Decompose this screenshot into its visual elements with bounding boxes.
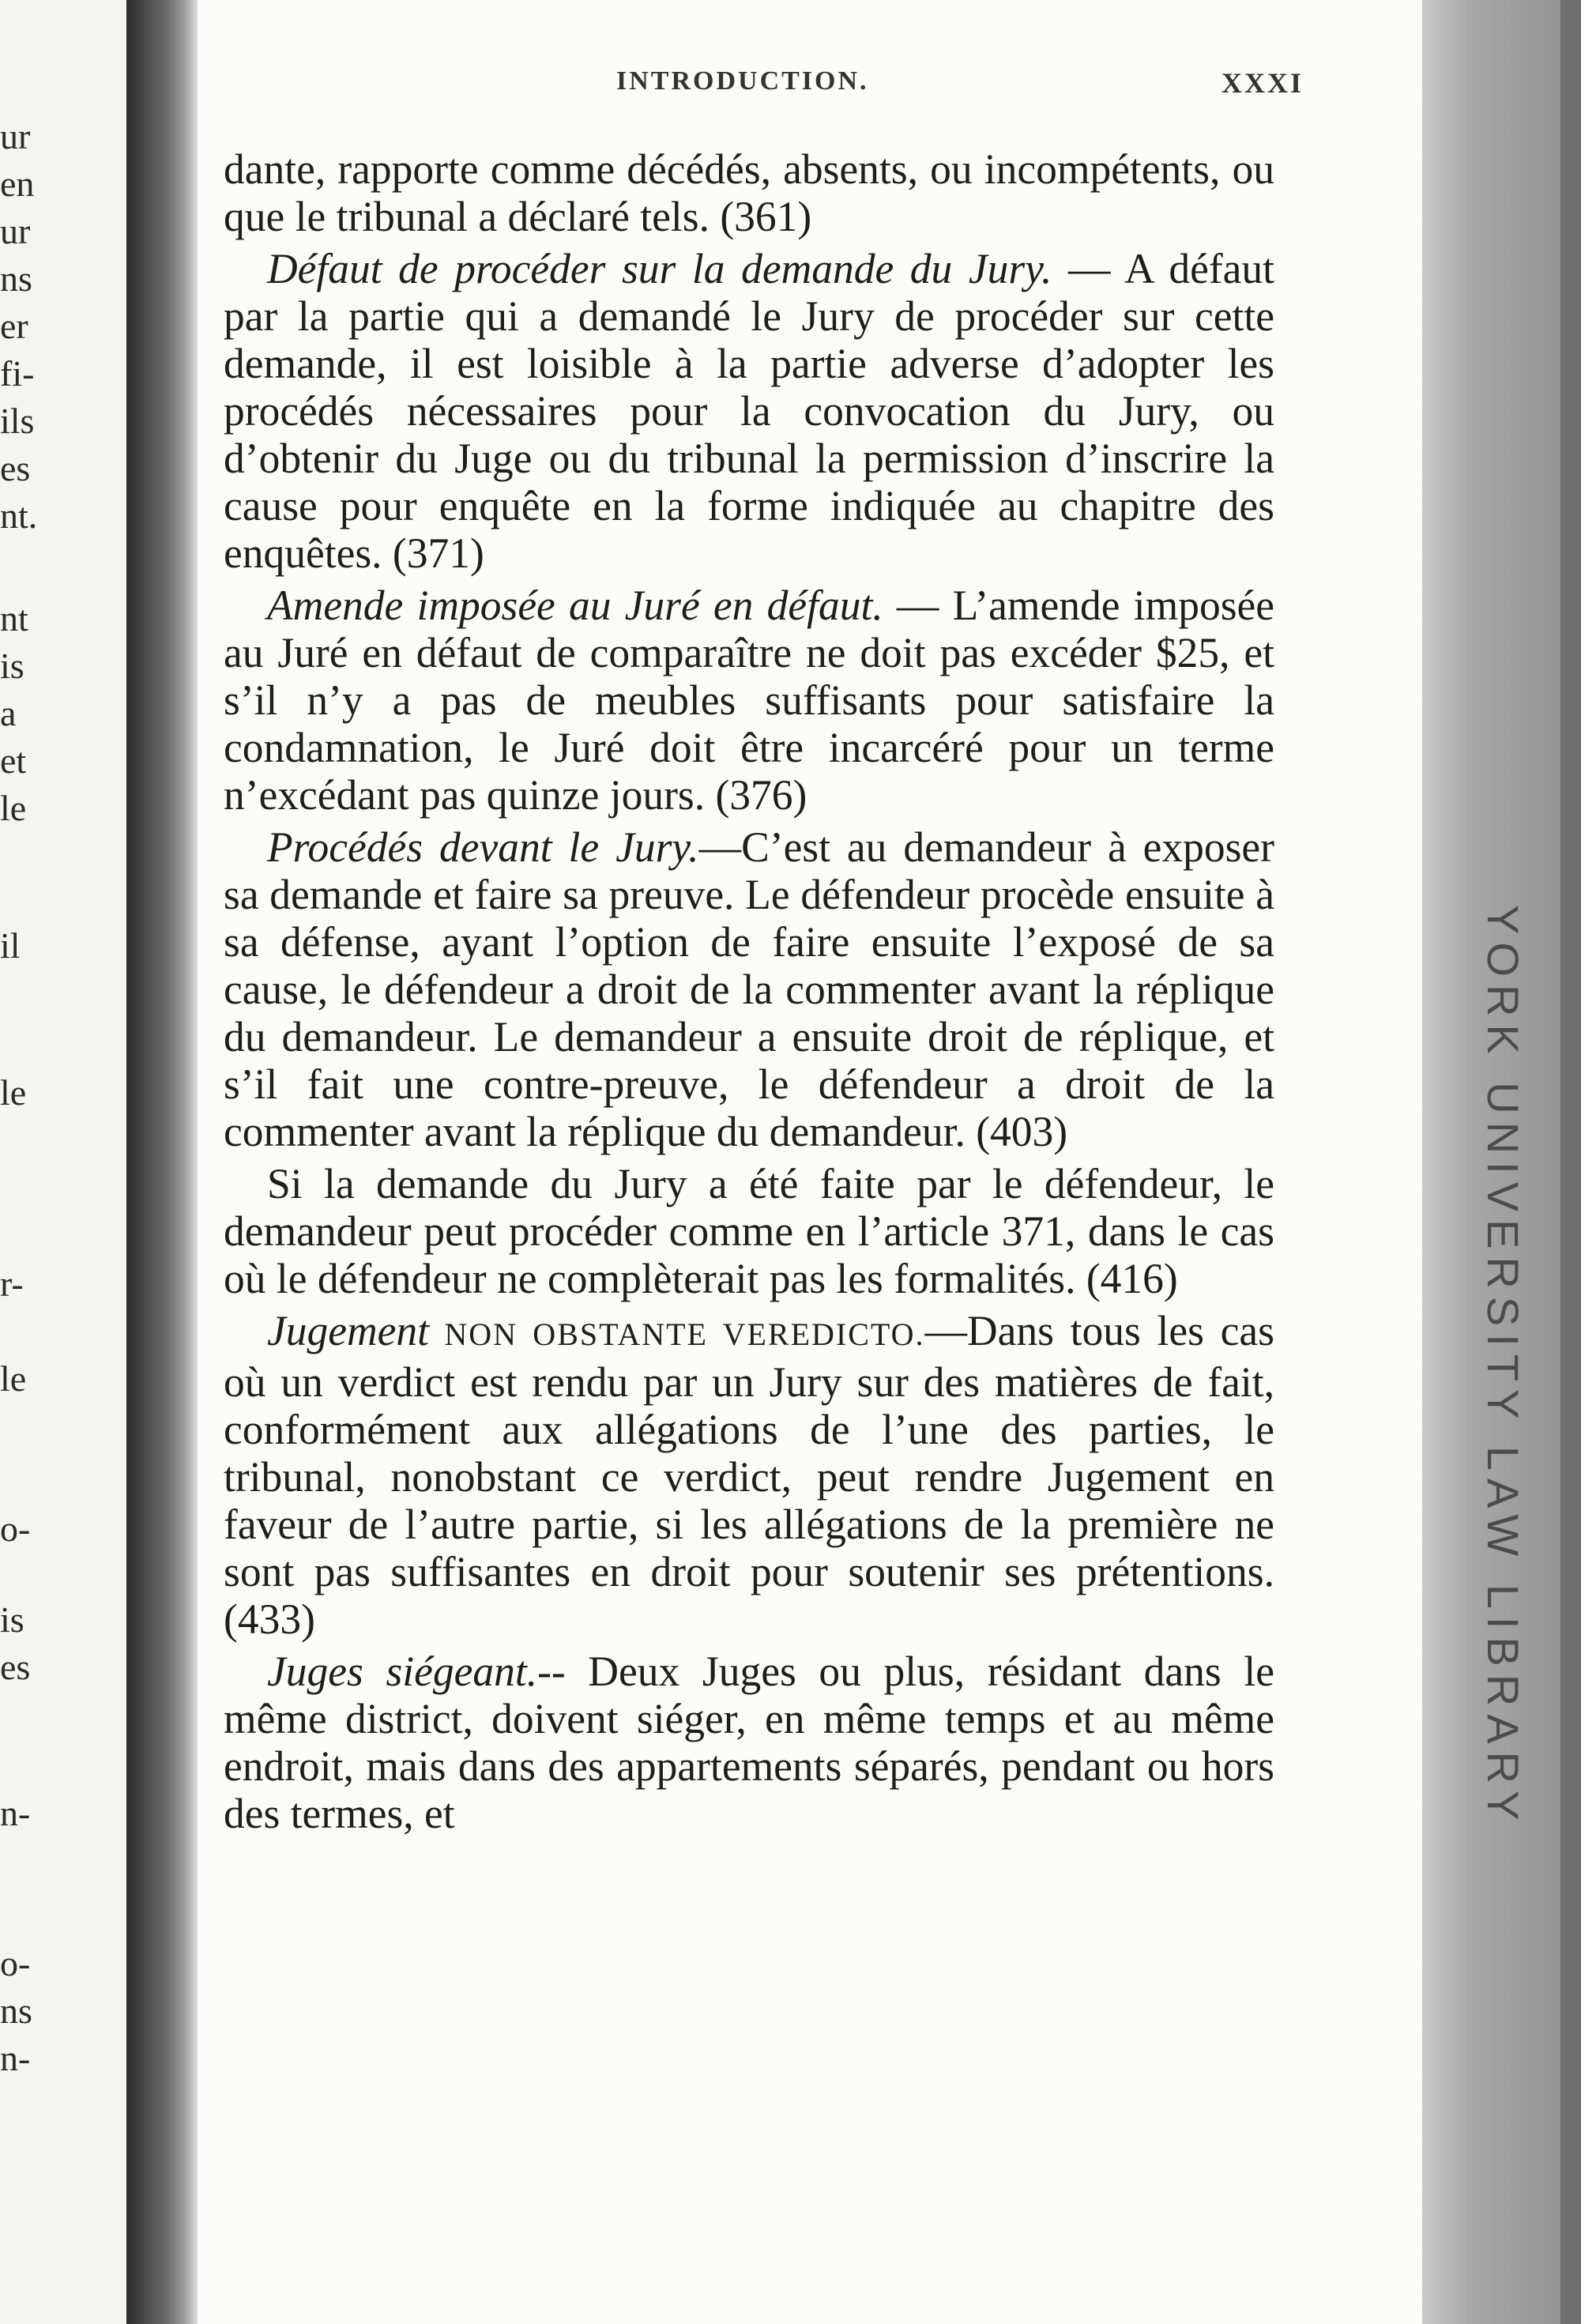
book-edge-shadow <box>1560 0 1581 2324</box>
section-heading: Procédés devant le Jury. <box>267 823 699 871</box>
section-heading: Juges siégeant. <box>267 1648 538 1695</box>
latin-phrase: NON OBSTANTE VEREDICTO. <box>429 1316 925 1352</box>
facing-fragment: le <box>0 1358 27 1399</box>
facing-fragment: nt <box>0 598 28 638</box>
facing-fragment: ur <box>0 211 31 251</box>
facing-fragment: o- <box>0 1943 31 1983</box>
facing-fragment: a <box>0 693 17 733</box>
paragraph <box>224 823 1274 1155</box>
paragraph <box>224 1307 1274 1643</box>
paragraph-text: dante, rapporte comme décédés, absents, ou incompétents, ou que le tribunal a déclaré tels. (361) <box>224 145 1274 240</box>
page-number: XXXI <box>1221 67 1304 99</box>
facing-fragment: es <box>0 1647 31 1687</box>
page-header <box>419 66 1304 106</box>
facing-fragment: ns <box>0 258 32 299</box>
facing-fragment: nt. <box>0 495 38 536</box>
section-heading: Défaut de procéder sur la demande du Jury. <box>267 245 1052 292</box>
facing-fragment: n- <box>0 1793 31 1833</box>
facing-fragment: is <box>0 646 24 686</box>
facing-fragment: le <box>0 788 27 828</box>
facing-fragment: is <box>0 1599 24 1640</box>
facing-fragment: er <box>0 306 28 346</box>
binding-gutter <box>126 0 198 2324</box>
paragraph <box>224 1648 1274 1837</box>
facing-fragment: n- <box>0 2038 31 2078</box>
paragraph-text: Si la demande du Jury a été faite par le défendeur, le demandeur peut procéder comme en l’article 371, dans le cas où le défendeur ne complèterait pas les formalités. (416) <box>224 1160 1274 1302</box>
page-body <box>224 145 1274 1842</box>
facing-fragment: r- <box>0 1264 24 1304</box>
paragraph-text: — L’amende imposée au Juré en défaut de comparaître ne doit pas excéder $25, et s’il n’y a pas de meubles suffisants pour satisfaire la condamnation, le Juré doit être incarcéré pour un terme n’excédant pas quinze jours. (376) <box>224 582 1275 819</box>
facing-fragment: es <box>0 448 31 488</box>
paragraph <box>224 1160 1274 1302</box>
paragraph-text: -- Deux Juges ou plus, résidant dans le même district, doivent siéger, en même temps et au même endroit, mais dans des appartements séparés, pendant ou hors des termes, et <box>224 1648 1274 1837</box>
facing-fragment: ur <box>0 116 31 156</box>
facing-fragment: o- <box>0 1509 31 1549</box>
section-heading: Jugement <box>267 1307 429 1354</box>
facing-fragment: et <box>0 740 27 781</box>
paragraph <box>224 245 1274 577</box>
running-title: INTRODUCTION. <box>616 66 869 96</box>
library-stamp: YORK UNIVERSITY LAW LIBRARY <box>1478 905 1528 1829</box>
paragraph-text: — A défaut par la partie qui a demandé le Jury de procéder sur cette demande, il est loisible à la partie adverse d’adopter les procédés nécessaires pour la convocation du Jury, ou d’obtenir du Juge ou du tribunal la permission d’inscrire la cause pour enquête en la forme indiquée au chapitre des enquêtes. (371) <box>224 245 1274 577</box>
facing-fragment: ils <box>0 401 35 441</box>
facing-fragment: le <box>0 1072 27 1113</box>
facing-fragment: il <box>0 925 21 966</box>
section-heading: Amende imposée au Juré en défaut. <box>267 582 883 629</box>
paragraph <box>224 145 1274 240</box>
facing-fragment: en <box>0 164 35 204</box>
facing-fragment: fi- <box>0 353 35 394</box>
paragraph-text: —C’est au demandeur à exposer sa demande et faire sa preuve. Le défendeur procède ensuite à sa défense, ayant l’option de faire ensuite l’exposé de sa cause, le défendeur a droit de la commenter avant la réplique du demandeur. Le demandeur a ensuite droit de réplique, et s’il fait une contre-preuve, le défendeur a droit de la commenter avant la réplique du demandeur. (403) <box>224 823 1274 1155</box>
facing-fragment: ns <box>0 1991 32 2031</box>
paragraph-text: —Dans tous les cas où un verdict est rendu par un Jury sur des matières de fait, conformément aux allégations de l’une des parties, le tribunal, nonobstant ce verdict, peut rendre Jugement en faveur de l’autre partie, si les allégations de la première ne sont pas suffisantes en droit pour soutenir ses prétentions. (433) <box>224 1307 1274 1643</box>
paragraph <box>224 582 1274 819</box>
facing-page-edge <box>0 0 138 2324</box>
